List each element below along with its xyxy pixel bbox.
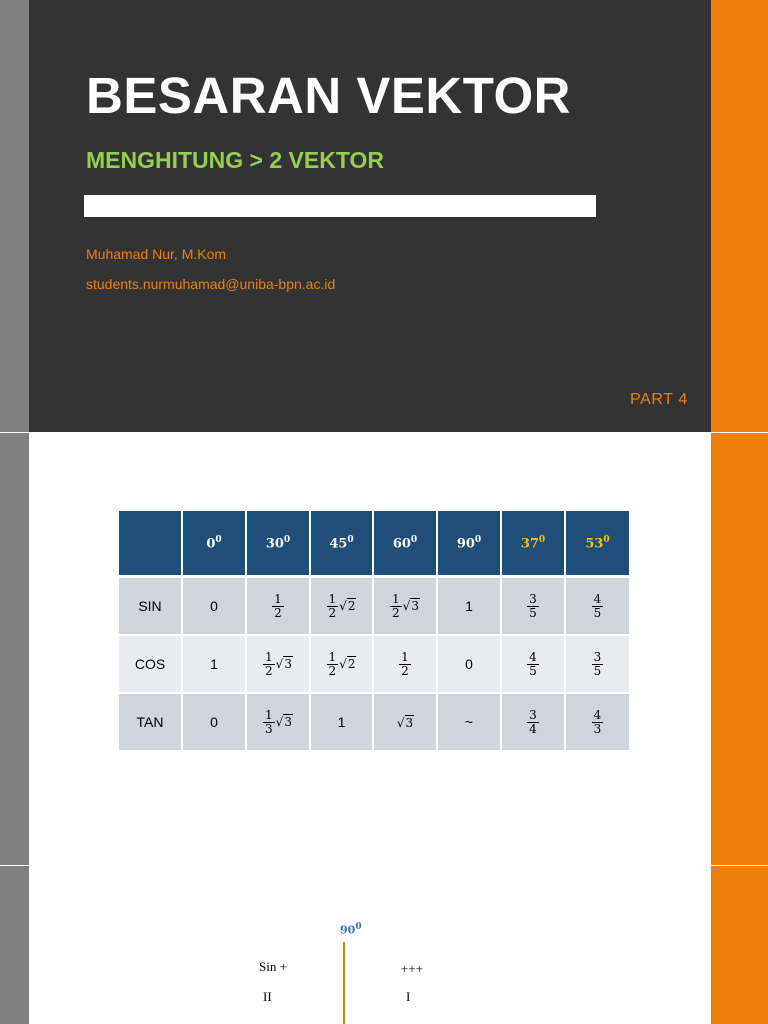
header-angle-0: $0^0$ bbox=[182, 511, 246, 577]
quadrant-i-label: I bbox=[406, 989, 411, 1004]
table-cell bbox=[501, 577, 565, 636]
table-cell bbox=[310, 577, 373, 636]
square-root: √3 bbox=[402, 599, 419, 613]
trig-values-table bbox=[119, 511, 629, 750]
table-cell: 1 bbox=[310, 693, 373, 750]
fraction: $\frac{4}{3}$ bbox=[593, 707, 602, 736]
angle-90-label: $90^0$ bbox=[340, 922, 362, 937]
square-root: √2 bbox=[339, 657, 356, 671]
header-angle-53: $53^0$ bbox=[565, 511, 629, 577]
table-cell bbox=[310, 635, 373, 693]
sin-plus-label: Sin + bbox=[259, 959, 287, 974]
header-angle-45: $45^0$ bbox=[310, 511, 373, 577]
table-cell bbox=[373, 693, 437, 750]
square-root: √3 bbox=[275, 657, 292, 671]
left-accent-bar bbox=[0, 0, 29, 432]
slide-subtitle: MENGHITUNG > 2 VEKTOR bbox=[86, 147, 384, 173]
all-plus-label: +++ bbox=[401, 961, 423, 976]
right-accent-bar bbox=[711, 866, 768, 1024]
table-cell bbox=[565, 577, 629, 636]
fraction: $\frac{3}{5}$ bbox=[529, 591, 537, 620]
table-cell bbox=[501, 635, 565, 693]
table-cell: 1 bbox=[182, 635, 246, 693]
header-angle-30: $30^0$ bbox=[246, 511, 310, 577]
quadrant-slide bbox=[0, 866, 768, 1024]
table-cell: 1 bbox=[437, 577, 501, 636]
slide-title: BESARAN VEKTOR bbox=[86, 67, 571, 124]
header-angle-90: $90^0$ bbox=[437, 511, 501, 577]
right-accent-bar bbox=[711, 0, 768, 432]
author-name: Muhamad Nur, M.Kom bbox=[86, 246, 227, 262]
title-slide bbox=[0, 0, 768, 432]
fraction: $\frac{3}{4}$ bbox=[529, 707, 537, 736]
title-divider-bar bbox=[84, 195, 596, 217]
fraction: $\frac{3}{5}$ bbox=[593, 649, 602, 678]
trig-table-slide bbox=[0, 433, 768, 865]
table-header-row bbox=[119, 511, 629, 577]
table-cell bbox=[565, 635, 629, 693]
table-cell bbox=[373, 635, 437, 693]
table-cell bbox=[373, 577, 437, 636]
fraction: $\frac{1}{2}$ bbox=[401, 649, 409, 678]
square-root: √2 bbox=[339, 599, 356, 613]
table-cell: ~ bbox=[437, 693, 501, 750]
row-label: COS bbox=[119, 635, 182, 693]
fraction: $\frac{1}{2}$ bbox=[328, 591, 337, 620]
square-root: √3 bbox=[396, 716, 414, 731]
author-email: students.nurmuhamad@uniba-bpn.ac.id bbox=[86, 276, 336, 292]
quadrant-ii-label: II bbox=[263, 989, 272, 1004]
fraction: $\frac{1}{2}$ bbox=[328, 649, 337, 678]
table-row-cos bbox=[119, 635, 629, 693]
table-cell: 0 bbox=[182, 577, 246, 636]
header-angle-60: $60^0$ bbox=[373, 511, 437, 577]
table-cell bbox=[246, 693, 310, 750]
table-cell bbox=[246, 577, 310, 636]
header-empty bbox=[119, 511, 182, 577]
fraction: $\frac{4}{5}$ bbox=[529, 649, 537, 678]
fraction: $\frac{1}{3}$ bbox=[265, 707, 273, 736]
row-label: SIN bbox=[119, 577, 182, 636]
table-cell bbox=[565, 693, 629, 750]
fraction: $\frac{1}{2}$ bbox=[274, 591, 282, 620]
table-cell: 0 bbox=[437, 635, 501, 693]
fraction: $\frac{1}{2}$ bbox=[392, 591, 400, 620]
table-cell: 0 bbox=[182, 693, 246, 750]
left-accent-bar bbox=[0, 866, 29, 1024]
row-label: TAN bbox=[119, 693, 182, 750]
table-row-sin bbox=[119, 577, 629, 636]
square-root: √3 bbox=[275, 715, 292, 729]
table-cell bbox=[501, 693, 565, 750]
vertical-axis bbox=[343, 942, 345, 1024]
header-angle-37: $37^0$ bbox=[501, 511, 565, 577]
right-accent-bar bbox=[711, 433, 768, 865]
part-label: PART 4 bbox=[630, 391, 688, 408]
table-cell bbox=[246, 635, 310, 693]
table-row-tan bbox=[119, 693, 629, 750]
fraction: $\frac{4}{5}$ bbox=[593, 591, 602, 620]
left-accent-bar bbox=[0, 433, 29, 865]
fraction: $\frac{1}{2}$ bbox=[265, 649, 273, 678]
